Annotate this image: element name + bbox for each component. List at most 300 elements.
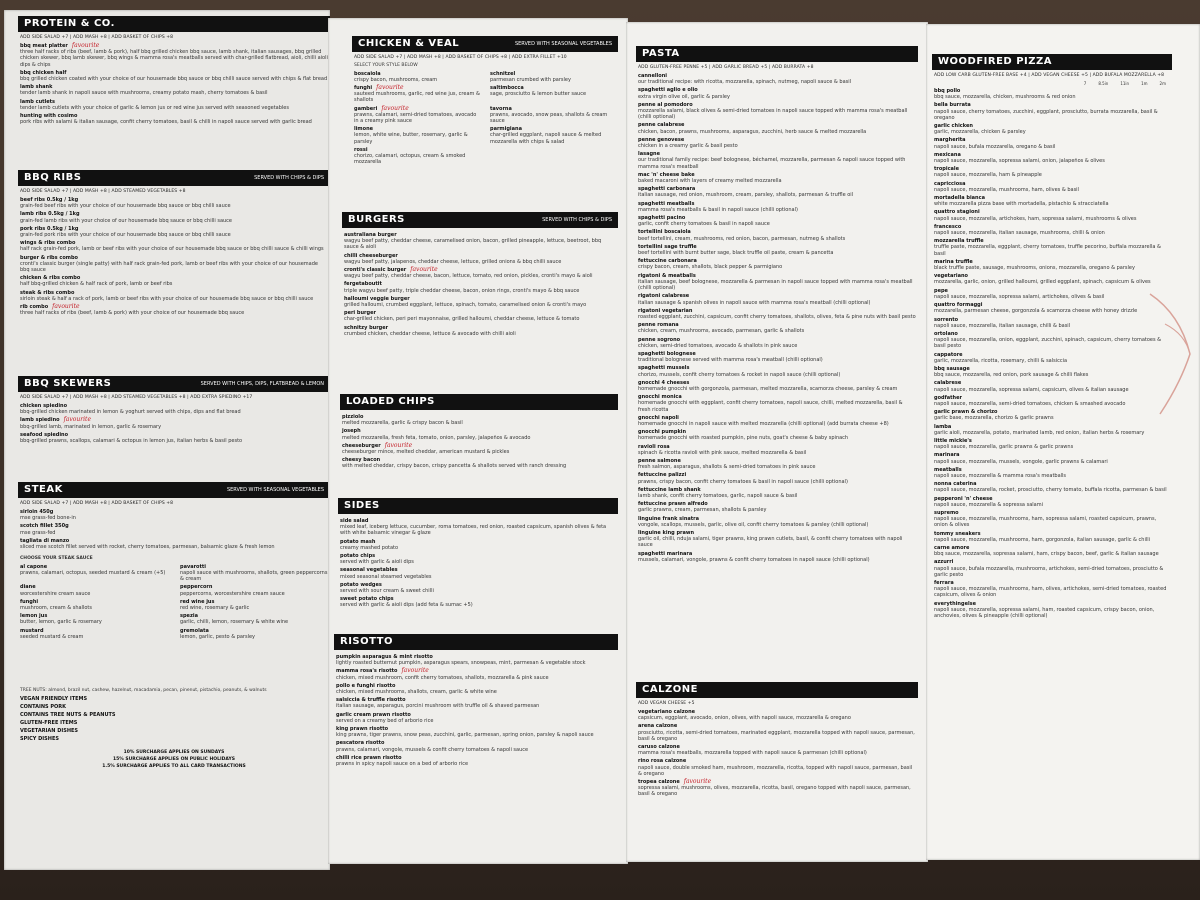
item-list	[352, 71, 618, 168]
item-description: napoli sauce, mozzarella, italian sausage, chilli & basil	[934, 322, 1071, 329]
menu-item	[934, 424, 1170, 436]
item-name: fettuccine lamb shank	[638, 486, 701, 493]
item-name: potato mash	[340, 538, 376, 545]
section-title: SIDES	[344, 500, 380, 511]
item-name: chilli rice prawn risotto	[336, 754, 402, 761]
item-description: prosciutto, ricotta, semi-dried tomatoes, marinated eggplant, mozzarella topped with napoli sauce, parmesan, basil & oregano	[638, 729, 915, 742]
item-name: lemon jus	[20, 613, 48, 620]
menu-panel-1	[4, 10, 330, 870]
item-description: mussels, calamari, vongole, prawns & confit cherry tomatoes in napoli sauce (chilli optional)	[638, 556, 870, 563]
item-name: gnocchi monica	[638, 394, 682, 401]
item-name: tropea calzone	[638, 779, 680, 786]
section-bbq-skewers	[18, 376, 330, 446]
pizza-size-label: 11in	[1120, 81, 1130, 86]
item-description: sirloin steak & half a rack of pork, lamb or beef ribs with your choice of our housemade bbq sauce or bbq chilli sauce	[20, 295, 314, 302]
menu-item	[354, 106, 480, 125]
item-description: homemade gnocchi with gorgonzola, parmesan, melted mozzarella, scamorza cheese, parsley & cream	[638, 385, 898, 392]
menu-item	[934, 181, 1170, 193]
item-name: rigatoni calabrese	[638, 293, 690, 300]
menu-item	[20, 417, 328, 429]
menu-item	[354, 85, 480, 104]
menu-item	[20, 584, 168, 596]
item-name: pepperoni 'n' cheese	[934, 495, 993, 502]
item-description: bbq-grilled chicken marinated in lemon & yoghurt served with chips, dips and flat bread	[20, 409, 241, 416]
menu-item	[638, 244, 916, 256]
pizza-size-header	[938, 81, 1166, 86]
item-description: wagyu beef patty, jalapenos, cheddar cheese, lettuce, grilled onions & bbq chilli sauce	[344, 258, 562, 265]
item-name: steak & ribs combo	[20, 289, 75, 296]
item-description: napoli sauce, mozzarella, sopressa salami, ham, roasted capsicum, crispy bacon, onion, anchovies, olives & pineapple (chilli optional)	[934, 606, 1155, 620]
item-description: mixed leaf, iceberg lettuce, cucumber, roma tomatoes, red onion, roasted capsicum, spanish olives & feta with white balsamic vinegar & glaze	[340, 524, 607, 537]
section-subtitle: SERVED WITH SEASONAL VEGETABLES	[226, 487, 324, 493]
item-list	[636, 73, 918, 563]
item-description: napoli sauce, mozzarella, sopressa salami, artichokes, olives & basil	[934, 293, 1105, 300]
item-description: crispy bacon, mushrooms, cream	[354, 76, 438, 83]
menu-item	[638, 551, 916, 563]
item-name: linguine king prawn	[638, 530, 695, 536]
item-description: sliced mse scotch fillet served with rocket, cherry tomatoes, parmesan, balsamic glaze & fresh lemon	[20, 544, 275, 551]
menu-item	[336, 712, 616, 724]
section-risotto	[334, 634, 618, 769]
item-description: bbq grilled chicken coated with your choice of our housemade bbq sauce or bbq chilli sauce served with chips & flat bread	[20, 76, 328, 83]
menu-item	[638, 380, 916, 392]
item-name: spaghetti marinara	[638, 550, 693, 557]
menu-item	[20, 99, 328, 111]
menu-item	[340, 539, 616, 551]
surcharge-note: 15% SURCHARGE APPLIES ON PUBLIC HOLIDAYS	[113, 756, 235, 762]
favourite-tag: favourite	[401, 667, 429, 675]
item-name: everythingelse	[934, 600, 977, 607]
item-name: garlic chicken	[934, 123, 973, 130]
item-name: potato wedges	[340, 581, 382, 588]
item-name: linguine frank sinatra	[638, 515, 700, 522]
item-description: chorizo, mussels, confit cherry tomatoes & rocket in napoli sauce (chilli optional)	[638, 371, 841, 378]
item-description: italian sausage, red onion, mushroom, cream, parsley, shallots, parmesan & truffle oil	[638, 192, 854, 199]
style-note: SELECT YOUR STYLE BELOW	[354, 63, 418, 68]
item-description: napoli sauce, mozzarella, mushrooms, ham, olives, artichokes, semi-dried tomatoes, roasted capsicum, olives & onion	[934, 586, 1167, 599]
menu-item	[638, 201, 916, 213]
menu-item	[638, 215, 916, 227]
item-description: lamb shank, confit cherry tomatoes, garlic, napoli sauce & basil	[638, 492, 798, 499]
menu-item	[638, 351, 916, 363]
item-name: tommy sneakers	[934, 530, 981, 537]
menu-item	[20, 509, 328, 521]
favourite-tag: favourite	[683, 778, 712, 786]
menu-item	[638, 365, 916, 377]
favourite-tag: favourite	[63, 416, 91, 424]
item-description: cronti's classic burger (single patty) with half rack grain-fed pork, lamb or beef ribs with your choice of our housemade bbq sauce	[20, 260, 318, 274]
menu-item	[340, 518, 616, 537]
item-description: italian sausage, asparagus, porcini mushroom with truffle oil & shaved parmesan	[336, 703, 540, 710]
item-list	[334, 654, 618, 767]
menu-item	[934, 531, 1170, 543]
item-description: prawns in spicy napoli sauce on a bed of arborio rice	[336, 761, 469, 768]
item-description: napoli sauce, mozzarella, onion, eggplant, zucchini, spinach, capsicum, cherry tomatoes & basil pesto	[934, 337, 1162, 350]
item-description: sage, prosciutto & lemon butter sauce	[490, 91, 587, 98]
item-name: ferrara	[934, 580, 954, 587]
item-description: served on a creamy bed of arborio rice	[336, 717, 434, 724]
menu-item	[638, 102, 916, 121]
item-name: scotch fillet 350g	[20, 523, 69, 530]
menu-item	[20, 290, 328, 302]
addons-line: ADD SIDE SALAD +7 | ADD MASH +8 | ADD STEAMED VEGETABLES +8	[20, 189, 186, 194]
item-description: fresh salmon, asparagus, shallots & semi-dried tomatoes in pink sauce	[638, 464, 816, 471]
menu-item	[336, 755, 616, 767]
menu-item	[934, 88, 1170, 100]
addons-line: ADD GLUTEN-FREE PENNE +5 | ADD GARLIC BREAD +5 | ADD BURRATA +8	[638, 65, 814, 70]
menu-panel-4	[926, 24, 1200, 860]
favourite-tag: favourite	[52, 303, 80, 311]
item-name: spaghetti bolognese	[638, 350, 696, 357]
menu-item	[638, 273, 916, 292]
menu-item	[20, 403, 328, 415]
menu-item	[336, 654, 616, 666]
item-name: schnitzy burger	[344, 324, 389, 331]
item-description: bbq-grilled prawns, scallops, calamari & octopus in lemon jus, italian herbs & basil pesto	[20, 438, 243, 445]
section-bbq-ribs	[18, 170, 330, 318]
item-name: cronti's classic burger	[344, 267, 407, 274]
menu-item	[180, 613, 328, 625]
legend-entry: TREE NUTS: almond, brazil nut, cashew, hazelnut, macadamia, pecan, pinenut, pistachio, peanuts, & walnuts	[20, 688, 267, 693]
menu-item	[344, 232, 616, 251]
item-description: napoli sauce, mozzarella, mushrooms, ham, sopressa salami, roasted capsicum, prawns, onion & olives	[934, 516, 1157, 529]
item-name: supremo	[934, 509, 959, 516]
item-name: gnocchi 4 cheeses	[638, 379, 690, 386]
menu-item	[20, 255, 328, 274]
item-name: marinara	[934, 452, 960, 459]
item-name: parmigiana	[490, 126, 522, 133]
item-description: wagyu beef patty, cheddar cheese, caramelised onion, bacon, grilled pineapple, lettuce, beetroot, bbq sauce & aioli	[344, 238, 602, 251]
item-name: schnitzel	[490, 70, 516, 77]
menu-item	[934, 580, 1170, 599]
menu-item	[934, 238, 1170, 257]
menu-item	[20, 432, 328, 444]
item-description: homemade gnocchi with eggplant, confit cherry tomatoes, napoli sauce, chilli, melted mozzarella, basil & fresh ricotta	[638, 400, 903, 413]
menu-item	[934, 510, 1170, 529]
item-description: red wine, rosemary & garlic	[180, 604, 250, 611]
menu-item	[934, 195, 1170, 207]
item-description: napoli sauce, mozzarella, mushrooms, ham, olives & basil	[934, 186, 1079, 193]
item-description: half rack grain-fed pork, lamb or beef ribs with your choice of our housemade bbq sauce or bbq chilli sauce & chilli wings	[20, 246, 324, 253]
item-name: gamberi	[354, 105, 378, 112]
item-description: prawns, calamari, vongole, mussels & confit cherry tomatoes & napoli sauce	[336, 746, 529, 753]
menu-item	[638, 487, 916, 499]
item-name: funghi	[20, 598, 39, 605]
item-name: chilli cheeseburger	[344, 252, 398, 259]
section-steak	[18, 482, 330, 642]
item-description: parmesan crumbed with parsley	[490, 76, 571, 83]
menu-item	[638, 458, 916, 470]
steak-sauce-heading: CHOOSE YOUR STEAK SAUCE	[20, 556, 93, 562]
menu-item	[20, 70, 328, 82]
favourite-tag: favourite	[410, 266, 438, 274]
menu-item	[490, 71, 616, 83]
menu-item	[20, 628, 168, 640]
item-description: traditional bolognese served with mamma rosa's meatball (chilli optional)	[638, 357, 823, 364]
item-description: prawns, calamari, semi-dried tomatoes, avocado in a creamy pink sauce	[354, 111, 477, 124]
menu-item	[638, 73, 916, 85]
item-name: lamb cutlets	[20, 98, 56, 105]
item-name: mortadella bianca	[934, 195, 985, 202]
item-description: bbq-grilled lamb, marinated in lemon, garlic & rosemary	[20, 423, 162, 430]
item-description: melted mozzarella, garlic & crispy bacon & basil	[342, 420, 463, 427]
folded-menu	[0, 4, 1200, 870]
item-name: meatballs	[934, 466, 962, 473]
menu-item	[934, 438, 1170, 450]
item-description: italian sausage & spanish olives in napoli sauce with mamma rosa's meatball (chilli optional)	[638, 299, 871, 306]
item-description: grilled halloumi, crumbed eggplant, lettuce, spinach, tomato, caramelised onion & cronti's mayo	[344, 302, 587, 309]
item-name: rino rosa calzone	[638, 758, 687, 765]
item-name: arena calzone	[638, 723, 678, 730]
addons-line: ADD SIDE SALAD +7 | ADD MASH +8 | ADD BASKET OF CHIPS +8 | ADD EXTRA FILLET +10	[354, 55, 567, 60]
item-name: chicken spiedino	[20, 403, 68, 409]
item-name: little mickie's	[934, 437, 972, 444]
menu-item	[342, 443, 616, 455]
item-name: pork ribs 0.5kg / 1kg	[20, 225, 79, 232]
item-description: half bbq-grilled chicken & half rack of pork, lamb or beef ribs	[20, 281, 173, 288]
item-name: nonna caterina	[934, 481, 977, 488]
surcharge-note: 10% SURCHARGE APPLIES ON SUNDAYS	[123, 749, 225, 755]
menu-item	[180, 599, 328, 611]
legend-entry: GLUTEN-FREE ITEMS	[20, 719, 78, 726]
section-title: CHICKEN & VEAL	[358, 38, 460, 49]
sauce-list	[18, 564, 330, 642]
section-subtitle: SERVED WITH SEASONAL VEGETABLES	[514, 41, 612, 47]
section-title: PASTA	[642, 48, 680, 59]
legend-entry: CONTAINS TREE NUTS & PEANUTS	[20, 711, 116, 718]
item-description: napoli sauce, bufala mozzarella, mushrooms, artichokes, semi-dried tomatoes, prosciutto & garlic pesto	[934, 565, 1164, 578]
item-name: rossi	[354, 146, 368, 153]
section-chicken-veal	[352, 36, 618, 167]
item-name: sirloin 450g	[20, 509, 54, 515]
item-description: napoli sauce, mozzarella, mussels, vongole, garlic prawns & calamari	[934, 458, 1108, 465]
item-name: salsiccia & truffle risotto	[336, 697, 406, 704]
item-description: chicken, bacon, prawns, mushrooms, asparagus, zucchini, herb sauce & melted mozzarella	[638, 128, 867, 135]
item-name: seasonal vegetables	[340, 567, 398, 574]
menu-item	[20, 113, 328, 125]
item-description: garlic aioli, mozzarella, potato, marinated lamb, red onion, italian herbs & rosemary	[934, 429, 1145, 436]
item-name: penne genovese	[638, 136, 685, 143]
menu-item	[20, 275, 328, 287]
item-name: calabrese	[934, 380, 962, 387]
item-description: spinach & ricotta ravioli with pink sauce, melted mozzarella & basil	[638, 449, 807, 456]
item-name: penne salmone	[638, 457, 681, 464]
menu-item	[638, 322, 916, 334]
item-description: mamma rosa's meatballs, mozzarella topped with napoli sauce & parmesan (chilli optional)	[638, 750, 867, 757]
item-name: marina truffle	[934, 258, 973, 265]
section-subtitle: SERVED WITH CHIPS, DIPS, FLATBREAD & LEMON	[200, 381, 324, 387]
item-name: spaghetti aglio e olio	[638, 87, 698, 94]
item-name: vegetariano calzone	[638, 709, 696, 715]
item-name: bbq pollo	[934, 88, 961, 94]
menu-item	[638, 308, 916, 320]
menu-item	[20, 613, 168, 625]
item-description: crispy bacon, cream, shallots, black pepper & parmigiano	[638, 264, 783, 271]
menu-item	[490, 85, 616, 104]
item-description: bbq sauce, mozzarella, red onion, pork sausage & chilli flakes	[934, 372, 1089, 379]
item-name: godfather	[934, 394, 962, 401]
menu-item	[934, 545, 1170, 557]
item-name: bbq sausage	[934, 365, 970, 372]
hand-drawn-doodle	[1110, 284, 1200, 424]
item-list	[338, 518, 618, 609]
section-title: RISOTTO	[340, 636, 393, 647]
item-description: napoli sauce, mozzarella & mamma rosa's meatballs	[934, 472, 1067, 479]
item-description: vongole, scallops, mussels, garlic, olive oil, confit cherry tomatoes & parsley (chilli optional)	[638, 521, 869, 528]
menu-item	[354, 147, 480, 166]
pizza-size-label: 8.5in	[1098, 81, 1109, 86]
item-description: chicken, mixed mushroom, confit cherry tomatoes, shallots, mozzarella & pink sauce	[336, 674, 549, 681]
item-name: saltimbocca	[490, 84, 524, 91]
item-name: margherita	[934, 137, 966, 144]
item-list	[18, 509, 330, 550]
item-description: chicken, semi-dried tomatoes, avocado & shallots in pink sauce	[638, 342, 798, 349]
item-name: lamb spiedino	[20, 417, 60, 424]
item-name: potato chips	[340, 553, 376, 560]
menu-item	[934, 123, 1170, 135]
item-name: gremolata	[180, 627, 209, 634]
menu-item	[934, 467, 1170, 479]
item-description: served with garlic & aioli dips (add feta & sumac +5)	[340, 602, 473, 609]
item-description: homemade gnocchi in napoli sauce with melted mozzarella (chilli optional) (add burrata cheese +8)	[638, 420, 889, 427]
item-name: lamb shank	[20, 84, 53, 91]
item-description: triple wagyu beef patty, triple cheddar cheese, bacon, onion rings, cronti's mayo & bbq sauce	[344, 287, 580, 294]
item-name: seafood spiedino	[20, 431, 69, 438]
item-name: gnocchi pumpkin	[638, 429, 687, 436]
item-list	[18, 403, 330, 444]
item-description: napoli sauce with mushrooms, shallots, green peppercorns & cream	[180, 569, 328, 583]
menu-item	[638, 501, 916, 513]
menu-item	[20, 304, 328, 316]
item-name: mac 'n' cheese bake	[638, 171, 695, 178]
item-description: our traditional recipe: with ricotta, mozzarella, spinach, nutmeg, napoli sauce & basil	[638, 79, 852, 86]
menu-item	[638, 744, 916, 756]
menu-item	[934, 209, 1170, 221]
menu-item	[20, 211, 328, 223]
item-description: italian sausage, beef bolognese, mozzarella & parmesan in napoli sauce topped with mamma rosa's meatball (chilli optional)	[638, 278, 913, 292]
item-description: three half racks of ribs (beef, lamb & pork), half bbq grilled chicken bbq sauce, lamb shank, italian sausages, bbq grilled chicken skewer, bbq lamb skewer, bbq wings & mamma rosa's meatballs served with char-grilled flatbread, aioli, chilli aioli dips & chips	[20, 49, 328, 68]
item-description: garlic prawns, cream, parmesan, shallots & parsley	[638, 507, 767, 514]
item-name: spaghetti meatballs	[638, 200, 695, 207]
favourite-tag: favourite	[381, 104, 409, 112]
item-name: sweet potato chips	[340, 596, 394, 603]
item-name: tortellini boscaiola	[638, 229, 691, 236]
item-description: garlic oil, chilli, nduja salami, tiger prawns, king prawn cutlets, basil, & confit cherry tomatoes with napoli sauce	[638, 536, 903, 549]
menu-item	[934, 559, 1170, 578]
item-description: napoli sauce, mozzarella, mushrooms, ham, gorgonzola, italian sausage, garlic & chilli	[934, 536, 1151, 543]
favourite-tag: favourite	[376, 83, 404, 91]
item-name: cappatore	[934, 351, 963, 358]
menu-item	[638, 258, 916, 270]
item-description: tender lamb cutlets with your choice of garlic & lemon jus or red wine jus served with seasoned vegetables	[20, 104, 289, 111]
item-name: mamma rosa's risotto	[336, 668, 398, 675]
menu-item	[638, 87, 916, 99]
menu-item	[638, 709, 916, 721]
menu-item	[342, 457, 616, 469]
item-name: funghi	[354, 84, 373, 91]
menu-item	[354, 71, 480, 83]
item-description: extra virgin olive oil, garlic & parsley	[638, 93, 730, 100]
addons-line: ADD SIDE SALAD +7 | ADD MASH +8 | ADD STEAMED VEGETABLES +8 | ADD EXTRA SPIEDINO +17	[20, 395, 253, 400]
item-name: quattro formaggi	[934, 302, 983, 309]
menu-item	[342, 428, 616, 440]
menu-item	[20, 523, 328, 535]
menu-item	[336, 668, 616, 680]
item-description: bbq sauce, mozzarella, chicken, mushrooms & red onion	[934, 94, 1076, 101]
item-name: side salad	[340, 518, 369, 524]
item-list	[18, 197, 330, 316]
menu-item	[354, 126, 480, 145]
item-description: cheeseburger mince, melted cheddar, american mustard & pickles	[342, 449, 510, 456]
item-name: lamba	[934, 423, 952, 430]
item-description: prawns, avocado, snow peas, shallots & cream sauce	[490, 111, 608, 124]
item-description: peppercorns, worcestershire cream sauce	[180, 590, 285, 597]
item-description: seeded mustard & cream	[20, 633, 84, 640]
menu-item	[638, 394, 916, 413]
item-name: hunting with cosimo	[20, 113, 78, 120]
item-description: napoli sauce, mozzarella, sopressa salami, onion, jalapeños & olives	[934, 158, 1105, 165]
menu-item	[934, 152, 1170, 164]
menu-item	[638, 186, 916, 198]
menu-item	[20, 240, 328, 252]
item-name: mustard	[20, 627, 44, 634]
menu-item	[934, 601, 1170, 620]
menu-item	[342, 414, 616, 426]
menu-item	[336, 683, 616, 695]
item-description: pork ribs with salami & italian sausage, confit cherry tomatoes, basil & chilli in napoli sauce served with garlic bread	[20, 119, 312, 126]
menu-item	[344, 253, 616, 265]
menu-item	[638, 472, 916, 484]
menu-item	[934, 481, 1170, 493]
item-name: vegetariano	[934, 273, 968, 280]
item-name: mozzarella truffle	[934, 238, 984, 245]
menu-item	[344, 267, 616, 279]
menu-item	[638, 516, 916, 528]
item-name: burger & ribs combo	[20, 254, 78, 261]
item-name: penne calabrese	[638, 122, 685, 129]
menu-item	[638, 337, 916, 349]
item-list	[340, 414, 618, 470]
section-subtitle: SERVED WITH CHIPS & DIPS	[542, 217, 612, 223]
addons-line: ADD LOW CARB GLUTEN-FREE BASE +4 | ADD VEGAN CHEESE +5 | ADD BUFALA MOZZARELLA +8	[934, 73, 1165, 78]
item-name: pumpkin asparagus & mint risotto	[336, 654, 433, 660]
menu-item	[638, 172, 916, 184]
surcharge-note: 1.5% SURCHARGE APPLIES TO ALL CARD TRANSACTIONS	[102, 763, 246, 769]
item-name: rigatoni vegetarian	[638, 307, 693, 314]
item-name: gnocchi napoli	[638, 414, 679, 421]
menu-item	[20, 84, 328, 96]
menu-item	[934, 102, 1170, 121]
item-name: francesco	[934, 223, 962, 230]
item-name: joseph	[342, 428, 361, 435]
item-name: tagliata di manzo	[20, 537, 70, 544]
item-description: mamma rosa's meatballs & basil in napoli sauce (chilli optional)	[638, 206, 798, 213]
item-name: rib combo	[20, 304, 49, 311]
section-title: BBQ SKEWERS	[24, 378, 112, 389]
item-list	[636, 709, 918, 798]
item-description: mse grass-fed	[20, 529, 56, 536]
section-sides	[338, 498, 618, 611]
item-description: chicken, cream, mushrooms, avocado, parmesan, garlic & shallots	[638, 328, 805, 335]
pizza-size-label: 7	[1083, 81, 1087, 86]
item-name: carne amore	[934, 545, 970, 551]
item-description: mozzarella salami, black olives & semi-dried tomatoes in napoli sauce topped with mamma rosa's meatball (chilli optional)	[638, 108, 908, 121]
item-name: bbq meat platter	[20, 43, 68, 49]
item-name: penne sogrono	[638, 336, 681, 343]
menu-item	[638, 429, 916, 441]
item-description: tender lamb shank in napoli sauce with mushrooms, creamy potato mash, cherry tomatoes & basil	[20, 90, 268, 97]
item-description: grain-fed beef ribs with your choice of our housemade bbq sauce or bbq chilli sauce	[20, 203, 231, 210]
